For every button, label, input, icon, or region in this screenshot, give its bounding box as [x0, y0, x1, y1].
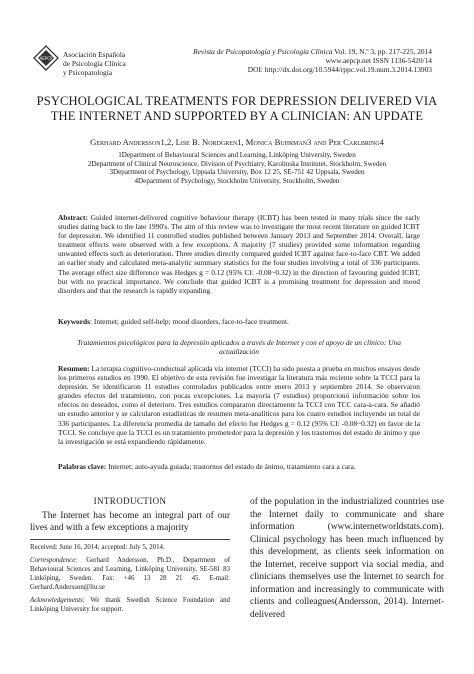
society-line: de Psicología Clínica	[63, 59, 126, 69]
abstract-label: Abstract:	[58, 213, 88, 222]
resumen	[58, 364, 420, 446]
keywords-text: : Internet; guided self-help; mood disorders, face-to-face treatment.	[90, 317, 289, 326]
keywords	[58, 317, 420, 326]
acknowledgements-note	[30, 596, 230, 614]
abstract	[58, 213, 420, 295]
acknowledgements-text: : We thank Swedish Science Foundation and Linköping University for support.	[30, 597, 230, 614]
author-affiliations	[30, 151, 444, 186]
logo-text: AEPCP	[39, 55, 53, 61]
society-logo-icon	[33, 45, 59, 71]
correspondence-text: Gerhard Andersson, Ph.D., Department of Behavioural Sciences and Learning, Linköping University, SE-581 83 Linköping, Sweden. Fax: +46 13 28 21 45. E-mail: Gerhard.Andersson@liu.se	[30, 556, 230, 592]
spanish-title: Tratamientos psicológicos para la depresión aplicados a través de Internet y con el apoyo de un clínico: Una actualización	[77, 338, 401, 357]
keywords-label: Keywords	[58, 317, 91, 326]
correspondence-label: Correspondence:	[30, 556, 78, 564]
affiliation-line: 4Department of Psychology, Stockholm University, Stockholm, Sweden	[134, 177, 340, 186]
palabras-clave	[58, 462, 420, 471]
society-line: y Psicopatología	[63, 68, 113, 78]
society-line: Asociación Española	[63, 50, 126, 59]
journal-web-issn: www.aepcp.net ISSN 1136-5420/14	[325, 56, 432, 66]
journal-citation	[193, 47, 432, 56]
correspondence-note	[30, 556, 230, 593]
intro-paragraph: The Internet has become an integral part of our lives and with a few exceptions a majority	[30, 511, 230, 534]
acknowledgements-label: Acknowledgements	[30, 597, 83, 605]
introduction-heading: INTRODUCTION	[93, 496, 167, 506]
affiliation-line: 3Department of Psychology, Uppsala University, Box 12 25, SE-751 42 Uppsala, Sweden	[109, 168, 365, 177]
intro-continuation: of the population in the industrialized countries use the Internet daily to communicate and share information (www.internetworldstats.com). Clinical psychology has been much influenced by this development, as clients seek information on the Internet, receive support via social media, and clinicians themselves use the Internet to search for information and increasingly to communicate with clients and colleagues(Andersson, 2014). Internet-delivered	[250, 497, 444, 620]
left-column	[30, 510, 230, 535]
palabras-label: Palabras clave:	[58, 462, 107, 471]
article-authors: Gerhard Andersson1,2, Lise B. Nordgren1, Monica Buhrman3 and Per Carlbring4	[90, 137, 384, 147]
affiliation-line: 2Department of Clinical Neuroscience, Division of Psychiatry, Karolinska Institutet, Stockholm, Sweden	[87, 159, 387, 168]
affiliation-line: 1Department of Behavioural Sciences and Learning, Linköping University, Sweden	[118, 151, 356, 159]
footnote-divider	[30, 539, 230, 540]
resumen-label: Resumen:	[58, 364, 90, 373]
society-name	[63, 50, 126, 78]
palabras-text: Internet; auto-ayuda guiada; trastornos del estado de ánimo, tratamiento cara a cara.	[106, 462, 356, 471]
received-note: Received: June 16, 2014; accepted: July 5, 2014.	[30, 544, 165, 551]
journal-info	[193, 47, 432, 75]
resumen-text: La terapia cognitivo-conductual aplicada vía internet (TCCI) ha sido puesta a prueba en muchos ensayos desde los primeros estudios en 1990. El objetivo de esta revisión fue investigar la literatura más reciente sobre la TCCI para la depresión. Se identificaron 11 estudios controlados publicados entre enero 2013 y septiembre 2014. Se observaron grandes efectos del tratamiento, con pocas excepciones. La mayoría (7 estudios) proporcionó información sobre los efectos no deseados, como el deterioro. Tres estudios compararon directamente la TCCI con TCC cara-a-cara. Se añadió un estudio anterior y se calcularon estadísticas de resumen meta-analíticos para los cuatro estudios incluyendo un total de 336 participantes. La diferencia promedia de tamaño del efecto fue Hedges g = 0.12 (95% CI: -0.08~0.32) en favor de la TCCI. Se concluye que la TCCI es un tratamiento prometedor para la depresión y los trastornos del estado de ánimo y que la investigación se está expandiendo rápidamente.	[58, 364, 420, 446]
abstract-text: Guided internet-delivered cognitive behaviour therapy (ICBT) has been tested in many trials since the early studies dating back to the late 1990's. The aim of this review was to investigate the most recent literature on guided ICBT for depression. We identified 11 controlled studies published between January 2013 and September 2014. Overall, large treatment effects were observed with a few exceptions. A majority (7 studies) provided some information regarding unwanted effects such as deterioration. Three studies directly compared guided ICBT against face-to-face CBT. We added an earlier study and calculated meta-analytic summary statistics for the four studies involving a total of 336 participants. The average effect size difference was Hedges g = 0.12 (95% CI: -0.08~0.32) in the direction of favouring guided ICBT, but with no practical importance. We conclude that guided ICBT is a promising treatment for depression and mood disorders and that the research is rapidly expanding.	[58, 213, 420, 295]
article-title: PSYCHOLOGICAL TREATMENTS FOR DEPRESSION DELIVERED VIA THE INTERNET AND SUPPORTED BY A CLINICIAN: AN UPDATE	[36, 94, 438, 123]
footnotes	[30, 543, 230, 618]
journal-doi: DOI: http://dx.doi.org/10.5944/rppc.vol.19.num.3.2014.13903	[247, 65, 432, 75]
right-column	[250, 496, 444, 621]
journal-name: Revista de Psicopatología y Psicología Clínica	[193, 47, 333, 56]
journal-issue: Vol. 19, N.º 3, pp. 217-225, 2014	[332, 47, 432, 56]
